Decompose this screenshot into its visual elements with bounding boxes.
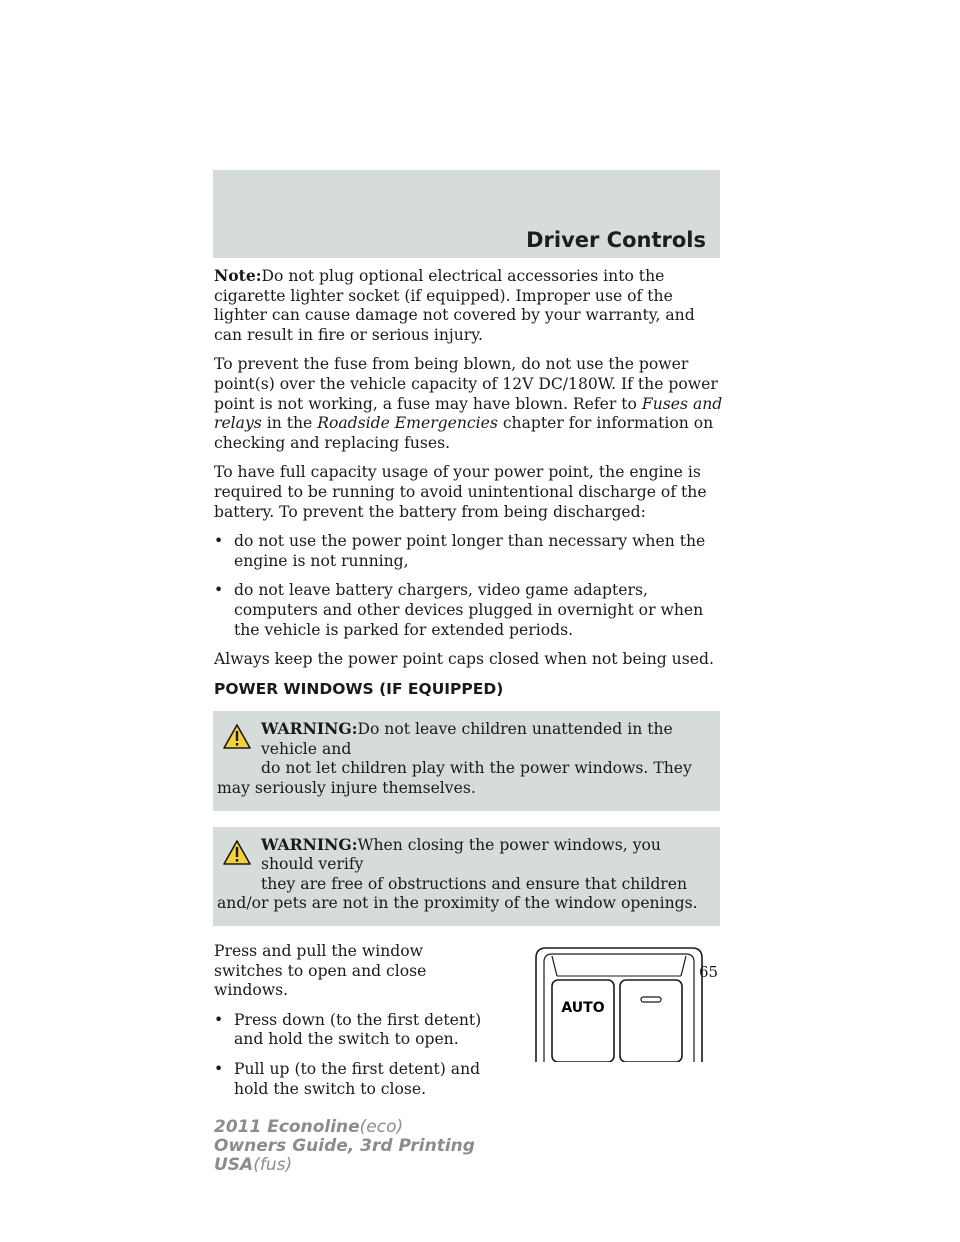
warning-box — [213, 711, 720, 810]
window-switch-illustration — [534, 946, 704, 1062]
windows-intro: Press and pull the window switches to open and close windows. — [214, 942, 427, 1000]
warning-first-line — [217, 719, 710, 759]
footer-model: 2011 Econoline — [214, 1117, 360, 1137]
footer-line-3 — [214, 1156, 475, 1175]
section-header-band — [213, 170, 720, 258]
roadside-emergencies-reference: Roadside Emergencies — [317, 414, 498, 433]
section-heading: POWER WINDOWS (IF EQUIPPED) — [214, 679, 504, 698]
fuse-paragraph — [214, 355, 724, 453]
list-item-text: Press down (to the first detent) and hold the switch to open. — [234, 1010, 482, 1049]
warning-rest-text: they are free of obstructions and ensure that children and/or pets are not in the proximity of the window openings. — [217, 874, 698, 913]
footer-model-code: (eco) — [359, 1117, 404, 1137]
note-label: Note: — [214, 266, 262, 285]
note-paragraph — [214, 266, 724, 345]
warning-label: WARNING: — [261, 834, 358, 854]
warning-label: WARNING: — [261, 719, 358, 739]
bullet-dot: • — [214, 1010, 224, 1029]
footer-market: USA — [214, 1155, 254, 1175]
warning-rest-text: do not let children play with the power windows. They may seriously injure themselves. — [217, 759, 692, 798]
fuse-text-before: To prevent the fuse from being blown, do not use the power point(s) over the vehicle capacity of 12V DC/180W. If the power point is not working, a fuse may have blown. Refer to — [214, 355, 718, 413]
fuses-relays-reference: Fuses and relays — [214, 394, 723, 433]
warning-line1: Do not leave children unattended in the vehicle and — [261, 720, 673, 758]
warning-triangle-icon — [222, 723, 252, 750]
caps-paragraph: Always keep the power point caps closed when not being used. — [214, 650, 714, 669]
page-content — [214, 266, 724, 1098]
document-footer — [214, 1118, 475, 1175]
power-windows-section — [214, 942, 724, 1098]
warning-triangle-icon — [222, 839, 252, 866]
fuse-text-mid: in the — [261, 414, 318, 433]
fuse-text-after: chapter for information on checking and replacing fuses. — [214, 414, 714, 452]
warning-line1: When closing the power windows, you should verify — [261, 835, 661, 874]
warning-box — [213, 827, 720, 926]
auto-label: AUTO — [561, 1000, 605, 1017]
warning-first-line — [217, 835, 710, 875]
list-item — [214, 1060, 484, 1099]
list-item — [214, 532, 724, 571]
list-item — [214, 581, 724, 640]
list-item — [214, 1011, 484, 1050]
footer-market-code: (fus) — [253, 1155, 293, 1175]
bullet-dot: • — [214, 532, 224, 551]
bullet-dot: • — [214, 1060, 224, 1078]
list-item-text: do not use the power point longer than necessary when the engine is not running, — [234, 532, 706, 570]
power-windows-text — [214, 942, 484, 1099]
capacity-paragraph: To have full capacity usage of your power point, the engine is required to be running to avoid unintentional discharge of the battery. To prevent the battery from being discharged: — [214, 463, 707, 521]
list-item-text: Pull up (to the first detent) and hold the switch to close. — [234, 1060, 481, 1098]
page-number: 65 — [699, 963, 719, 981]
footer-line-2: Owners Guide, 3rd Printing — [214, 1136, 475, 1156]
list-item-text: do not leave battery chargers, video game adapters, computers and other devices plugged in overnight or when the vehicle is parked for extended periods. — [234, 581, 704, 639]
note-text: Do not plug optional electrical accessories into the cigarette lighter socket (if equipped). Improper use of the lighter can cause damage not covered by your warranty, and can result in fire or serious injury. — [214, 267, 695, 344]
footer-line-1 — [214, 1118, 475, 1137]
bullet-dot: • — [214, 581, 224, 600]
section-title: Driver Controls — [526, 228, 706, 252]
